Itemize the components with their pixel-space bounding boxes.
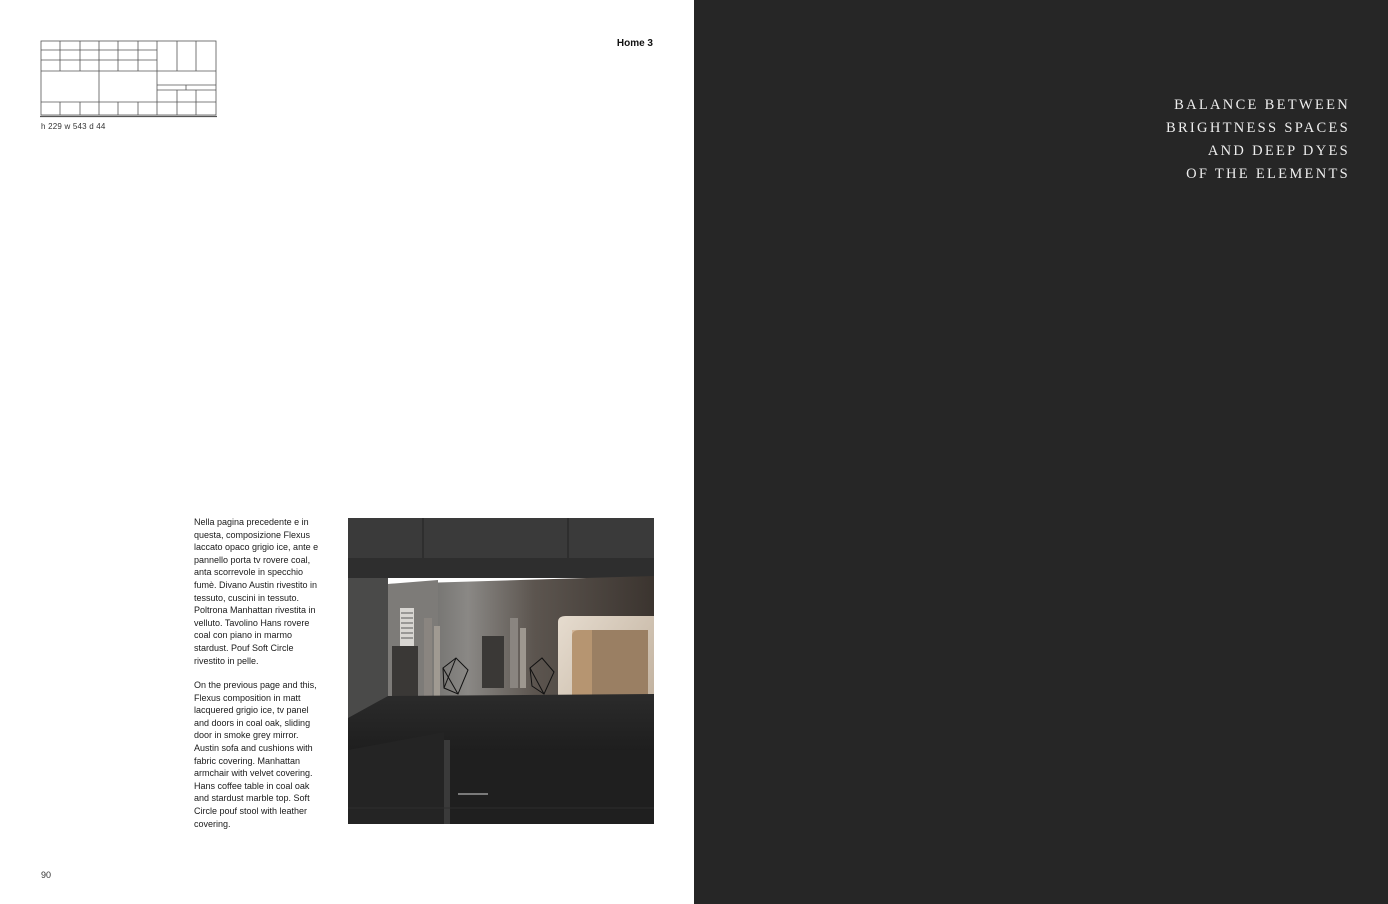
section-title: Home 3 [616, 38, 653, 49]
description-english-text: On the previous page and this, Flexus composition in matt lacquered grigio ice, tv panel and doors in coal oak, sliding door in smoke grey mirror. Austin sofa and cushions with fabric covering. Manhattan armchair with velvet covering. Hans coffee table in coal oak and stardust marble top. Soft Circle pouf stool with leather covering. [194, 680, 317, 829]
page-number: 90 [41, 870, 52, 880]
description-english [194, 679, 322, 830]
furniture-elevation-diagram [40, 40, 218, 118]
dimensions-label: h 229 w 543 d 44 [41, 122, 106, 131]
interior-photo [348, 518, 654, 824]
description-italian [194, 516, 322, 667]
headline [1166, 94, 1350, 186]
headline-line: OF THE ELEMENTS [1186, 166, 1350, 182]
description-italian-text: Nella pagina precedente e in questa, composizione Flexus laccato opaco grigio ice, ante e pannello porta tv rovere coal, anta scorrevole in specchio fumè. Divano Austin rivestito in tessuto, cuscini in tessuto. Poltrona Manhattan rivestita in velluto. Tavolino Hans rovere coal con piano in marmo stardust. Pouf Soft Circle rivestito in pelle. [194, 517, 319, 666]
headline-line: BRIGHTNESS SPACES [1165, 120, 1350, 136]
right-page [694, 0, 1388, 904]
headline-line: BALANCE BETWEEN [1174, 97, 1350, 113]
headline-line: AND DEEP DYES [1207, 143, 1350, 159]
